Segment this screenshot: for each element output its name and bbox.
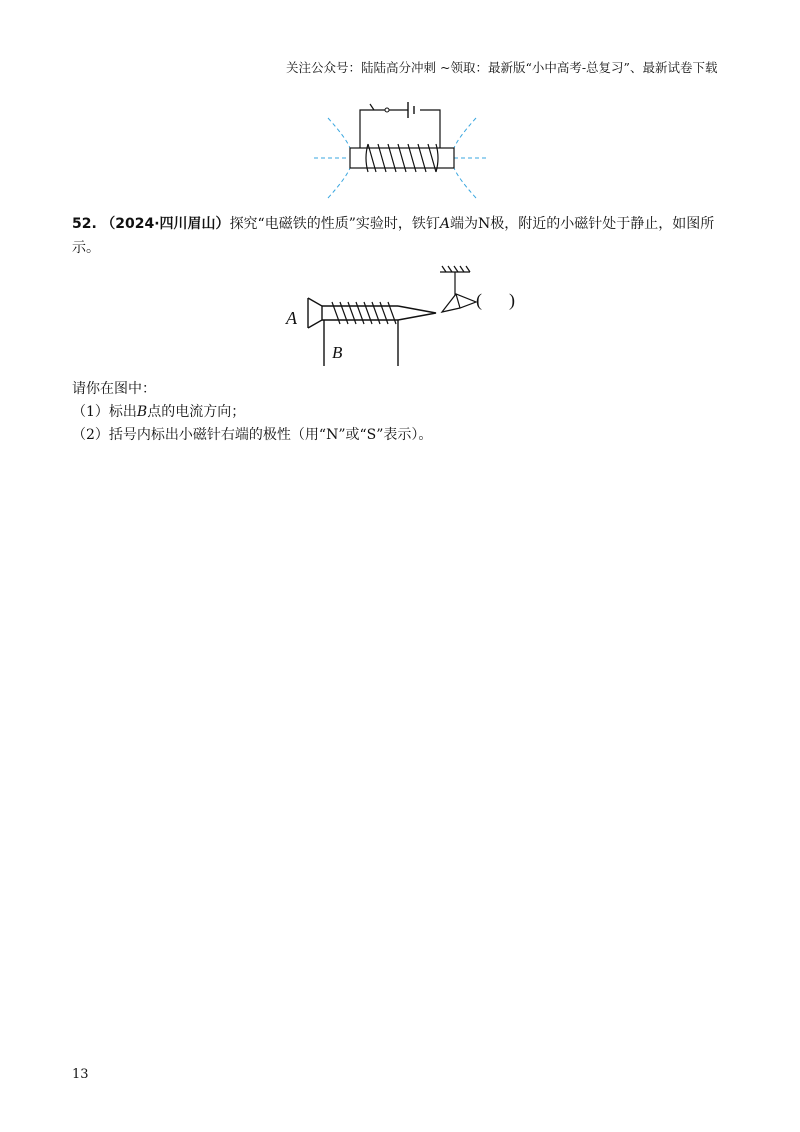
instruction-item-2: （2）括号内标出小磁针右端的极性（用“N”或“S”表示）。	[72, 427, 433, 443]
item1-prefix: （1）标出	[72, 404, 137, 420]
compass-needle	[442, 294, 476, 312]
nail-coil	[332, 302, 396, 324]
question-source: （2024·四川眉山）	[101, 216, 230, 232]
ceiling-support	[440, 266, 470, 296]
electromagnet-field-figure	[312, 98, 492, 208]
switch-terminal	[385, 108, 389, 112]
label-b: B	[332, 343, 343, 362]
nail-electromagnet-figure	[280, 262, 530, 370]
page-number: 13	[72, 1067, 89, 1082]
page-header: 关注公众号：陆陆高分冲刺 ~领取：最新版“小中高考-总复习”、最新试卷下载	[286, 60, 718, 75]
question-number: 52.	[72, 216, 97, 232]
label-a: A	[286, 308, 297, 328]
circuit-wire	[360, 104, 440, 148]
variable-b: B	[136, 404, 148, 420]
item1-suffix: 点的电流方向；	[147, 404, 246, 420]
question-stem-part1: 探究“电磁铁的性质”实验时，铁钉	[229, 216, 440, 232]
answer-bracket[interactable]: ( )	[476, 290, 515, 310]
question-52	[72, 212, 742, 260]
instruction-intro: 请你在图中：	[72, 381, 156, 397]
instruction-item-1	[72, 401, 245, 423]
variable-a: A	[439, 216, 451, 232]
question-stem-part2: 端为N极，附近的小磁针处于静止，如图所示。	[72, 216, 715, 256]
battery-icon	[408, 102, 414, 118]
